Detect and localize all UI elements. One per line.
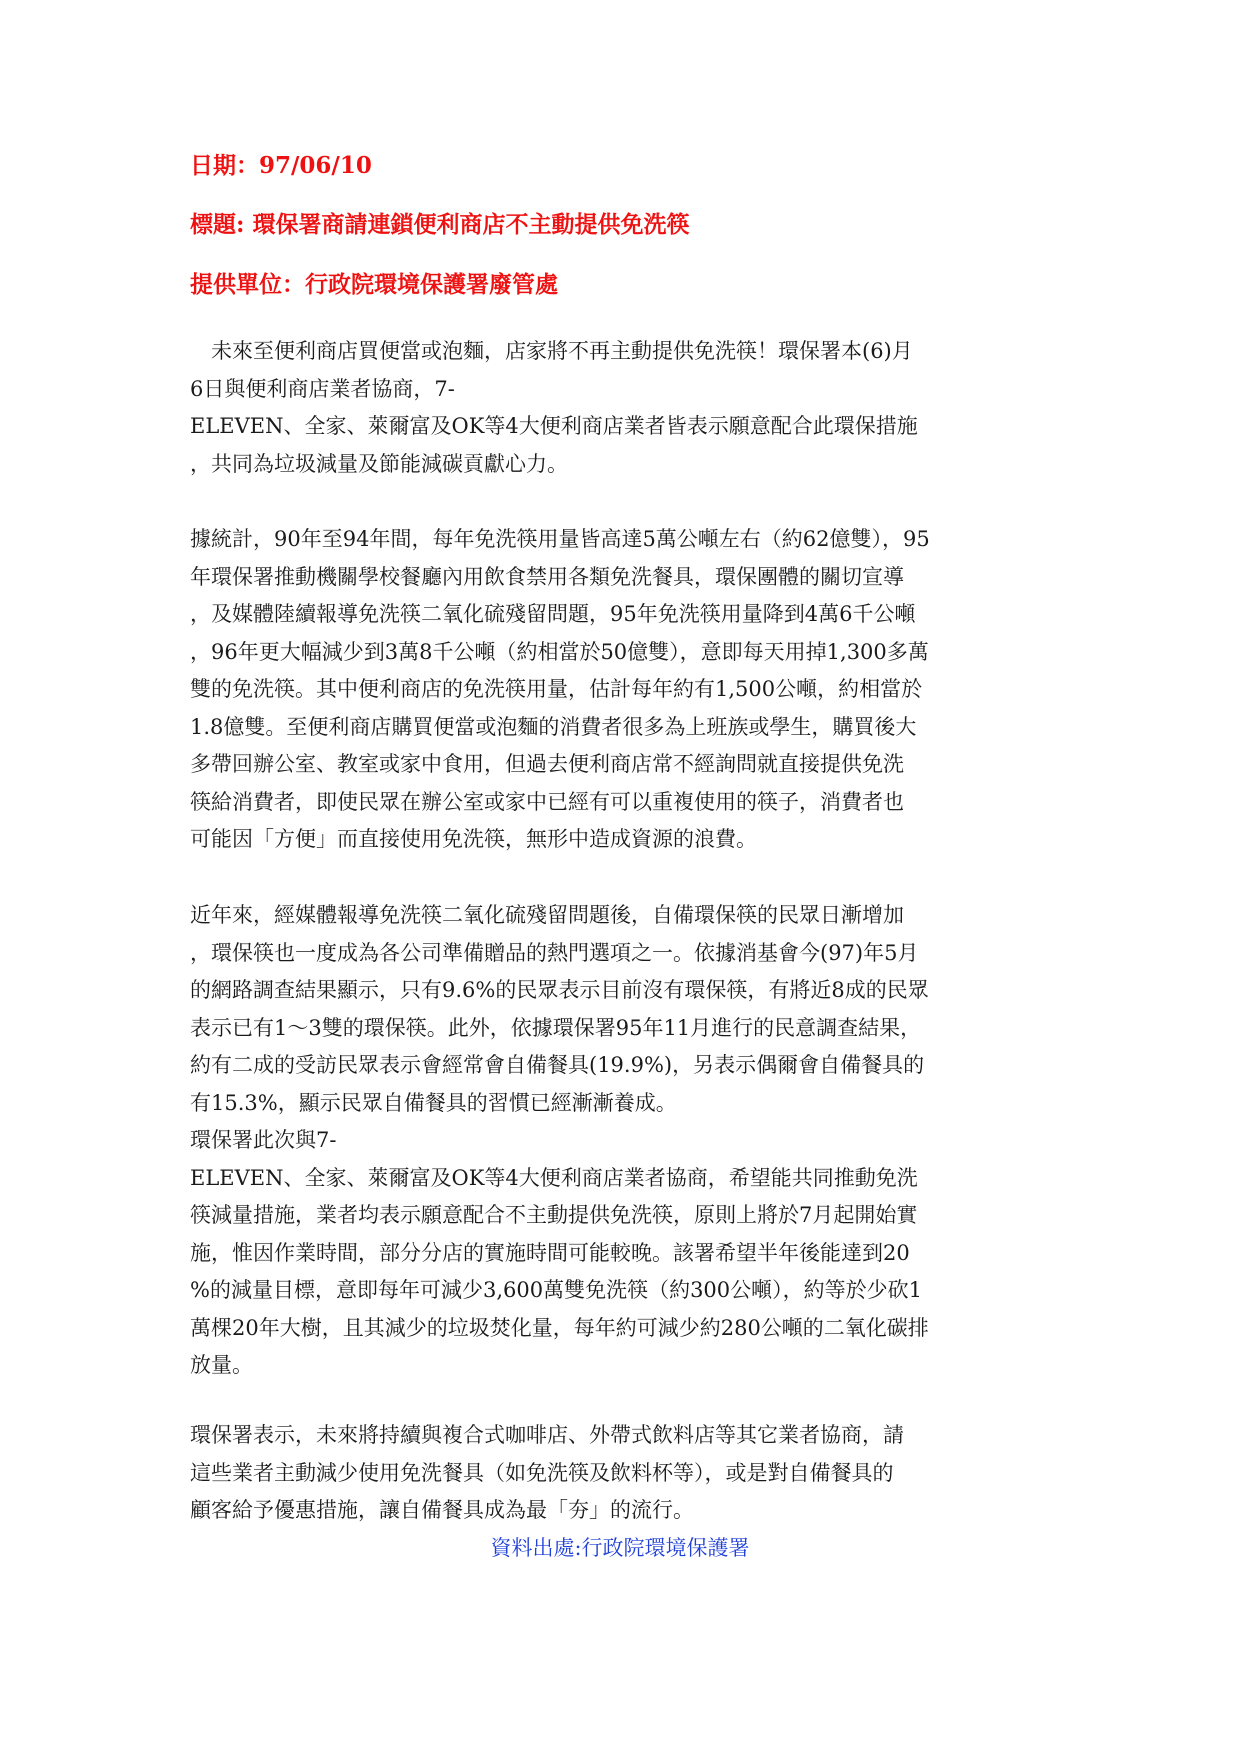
text-line: ELEVEN、全家、萊爾富及OK等4大便利商店業者皆表示願意配合此環保措施: [190, 414, 918, 438]
text-line: ，96年更大幅減少到3萬8千公噸（約相當於50億雙），意即每天用掉1,300多萬: [190, 639, 929, 664]
text-line: 近年來，經媒體報導免洗筷二氧化硫殘留問題後，自備環保筷的民眾日漸增加: [190, 903, 904, 927]
text-line: 約有二成的受訪民眾表示會經常會自備餐具(19.9%)，另表示偶爾會自備餐具的: [190, 1053, 925, 1077]
text-line: 表示已有1～3雙的環保筷。此外，依據環保署95年11月進行的民意調查結果，: [190, 1015, 922, 1040]
text-line: 筷減量措施，業者均表示願意配合不主動提供免洗筷，原則上將於7月起開始實: [190, 1203, 918, 1227]
text-line: 未來至便利商店買便當或泡麵，店家將不再主動提供免洗筷！環保署本(6)月: [190, 339, 913, 363]
text-line: 1.8億雙。至便利商店購買便當或泡麵的消費者很多為上班族或學生，購買後大: [190, 714, 917, 739]
text-line: ，及媒體陸續報導免洗筷二氧化硫殘留問題，95年免洗筷用量降到4萬6千公噸: [190, 602, 916, 626]
text-line: 萬棵20年大樹，且其減少的垃圾焚化量，每年約可減少約280公噸的二氧化碳排: [190, 1315, 929, 1340]
provider-heading: 提供單位：行政院環境保護署廢管處: [190, 271, 558, 298]
text-line: ELEVEN、全家、萊爾富及OK等4大便利商店業者協商，希望能共同推動免洗: [190, 1165, 918, 1190]
text-line: 年環保署推動機關學校餐廳內用飲食禁用各類免洗餐具，環保團體的關切宣導: [190, 564, 904, 589]
title-heading: 標題: 環保署商請連鎖便利商店不主動提供免洗筷: [190, 211, 690, 238]
text-line: 雙的免洗筷。其中便利商店的免洗筷用量，估計每年約有1,500公噸，約相當於: [190, 677, 923, 701]
text-line: ，環保筷也一度成為各公司準備贈品的熱門選項之一。依據消基會今(97)年5月: [190, 940, 919, 965]
paragraph-survey: [190, 897, 1050, 1385]
source-line: 資料出處:行政院環境保護署: [490, 1536, 750, 1560]
text-line: 6日與便利商店業者協商，7-: [190, 376, 455, 401]
text-line: 這些業者主動減少使用免洗餐具（如免洗筷及飲料杯等），或是對自備餐具的: [190, 1460, 894, 1485]
paragraph-statistics: [190, 521, 1050, 859]
text-line: 可能因「方便」而直接使用免洗筷，無形中造成資源的浪費。: [190, 827, 757, 851]
paragraph-future: [190, 1417, 1050, 1530]
text-line: 顧客給予優惠措施，讓自備餐具成為最「夯」的流行。: [190, 1498, 694, 1522]
text-line: 據統計，90年至94年間，每年免洗筷用量皆高達5萬公噸左右（約62億雙），95: [190, 527, 930, 551]
text-line: 環保署表示，未來將持續與複合式咖啡店、外帶式飲料店等其它業者協商，請: [190, 1423, 904, 1447]
text-line: 筷給消費者，即使民眾在辦公室或家中已經有可以重複使用的筷子，消費者也: [190, 789, 904, 814]
text-line: 放量。: [190, 1353, 253, 1377]
text-line: 的網路調查結果顯示，只有9.6%的民眾表示目前沒有環保筷，有將近8成的民眾: [190, 978, 929, 1002]
paragraph-intro: [190, 333, 1050, 483]
text-line: 施，惟因作業時間，部分分店的實施時間可能較晚。該署希望半年後能達到20: [190, 1240, 910, 1265]
text-line: 環保署此次與7-: [190, 1128, 337, 1152]
text-line: %的減量目標，意即每年可減少3,600萬雙免洗筷（約300公噸），約等於少砍1: [190, 1278, 923, 1302]
date-heading: 日期：97/06/10: [190, 152, 372, 179]
text-line: 有15.3%，顯示民眾自備餐具的習慣已經漸漸養成。: [190, 1090, 677, 1115]
text-line: 多帶回辦公室、教室或家中食用，但過去便利商店常不經詢問就直接提供免洗: [190, 752, 904, 776]
text-line: ，共同為垃圾減量及節能減碳貢獻心力。: [190, 451, 568, 476]
